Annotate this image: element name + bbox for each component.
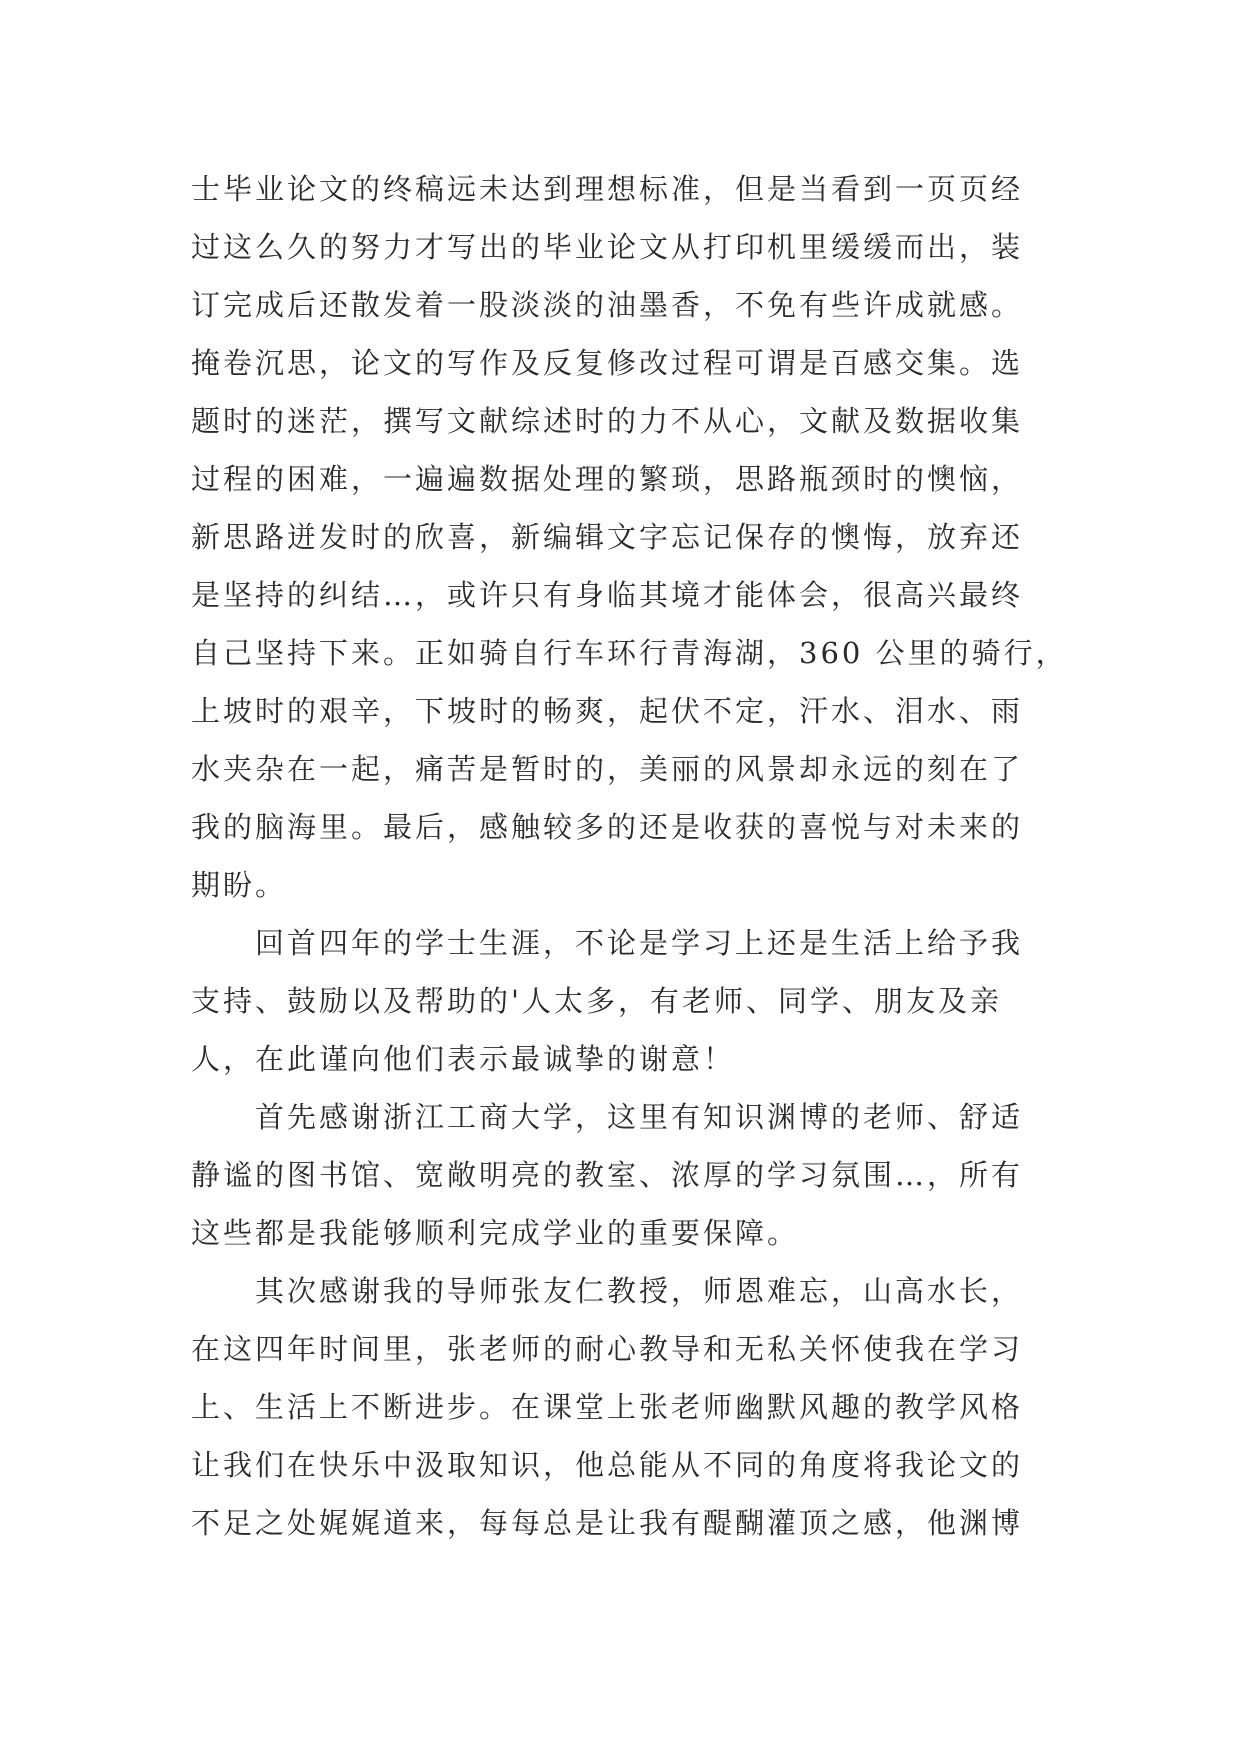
paragraph-start-line: 其次感谢我的导师张友仁教授，师恩难忘，山高水长， [255,1274,1024,1308]
text-line: 人，在此谨向他们表示最诚挚的谢意！ [191,1042,736,1076]
paragraph-start-line: 回首四年的学士生涯，不论是学习上还是生活上给予我 [255,926,1024,960]
text-line: 我的脑海里。最后，感触较多的还是收获的喜悦与对未来的 [191,810,1024,844]
text-line: 是坚持的纠结…，或许只有身临其境才能体会，很高兴最终 [191,578,1024,612]
text-line: 上坡时的艰辛，下坡时的畅爽，起伏不定，汗水、泪水、雨 [191,694,1024,728]
text-line: 自己坚持下来。正如骑自行车环行青海湖，360 公里的骑行， [191,636,1068,670]
text-line: 题时的迷茫，撰写文献综述时的力不从心，文献及数据收集 [191,404,1024,438]
text-line: 过这么久的努力才写出的毕业论文从打印机里缓缓而出，装 [191,230,1024,264]
text-line: 订完成后还散发着一股淡淡的油墨香，不免有些许成就感。 [191,288,1024,322]
text-line: 过程的困难，一遍遍数据处理的繁琐，思路瓶颈时的懊恼， [191,462,1024,496]
text-line: 期盼。 [191,868,288,902]
text-line: 士毕业论文的终稿远未达到理想标准，但是当看到一页页经 [191,172,1024,206]
text-line: 在这四年时间里，张老师的耐心教导和无私关怀使我在学习 [191,1332,1024,1366]
paragraph-start-line: 首先感谢浙江工商大学，这里有知识渊博的老师、舒适 [255,1100,1024,1134]
text-line: 让我们在快乐中汲取知识，他总能从不同的角度将我论文的 [191,1448,1024,1482]
body-text [191,160,1068,1552]
text-line: 掩卷沉思，论文的写作及反复修改过程可谓是百感交集。选 [191,346,1024,380]
text-line: 这些都是我能够顺利完成学业的重要保障。 [191,1216,800,1250]
text-line: 上、生活上不断进步。在课堂上张老师幽默风趣的教学风格 [191,1390,1024,1424]
text-line: 水夹杂在一起，痛苦是暂时的，美丽的风景却永远的刻在了 [191,752,1024,786]
text-line: 新思路迸发时的欣喜，新编辑文字忘记保存的懊悔，放弃还 [191,520,1024,554]
text-line: 支持、鼓励以及帮助的'人太多，有老师、同学、朋友及亲 [191,984,1002,1018]
text-line: 静谧的图书馆、宽敞明亮的教室、浓厚的学习氛围…，所有 [191,1158,1024,1192]
text-line: 不足之处娓娓道来，每每总是让我有醍醐灌顶之感，他渊博 [191,1506,1024,1540]
